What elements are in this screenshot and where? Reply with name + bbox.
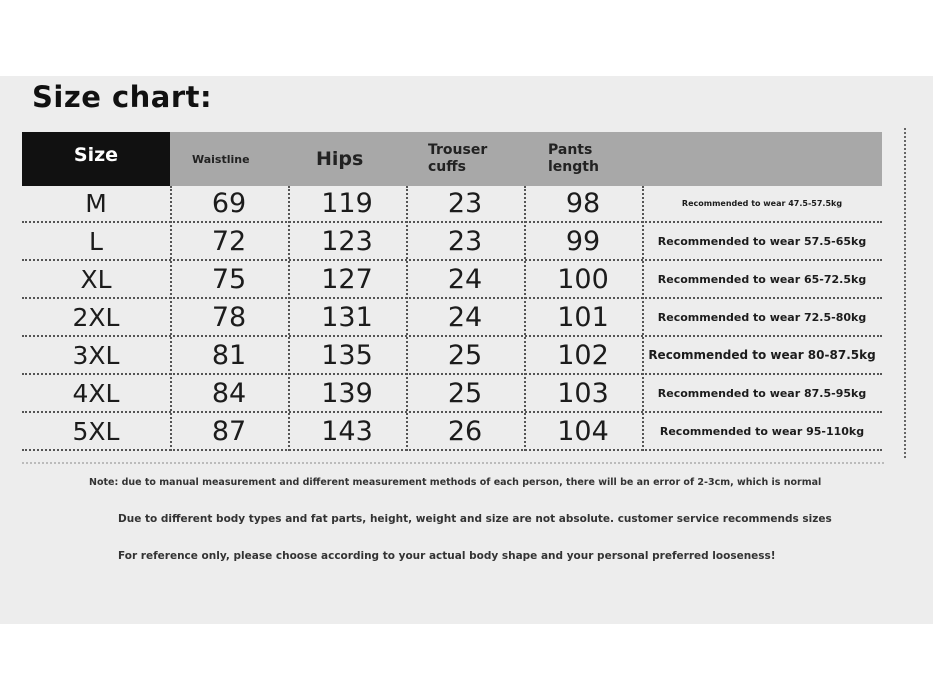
cell-length: 100 bbox=[557, 263, 609, 295]
cell-size: M bbox=[85, 189, 107, 218]
header-pants-length: Pants length bbox=[548, 142, 599, 175]
table-row bbox=[22, 261, 882, 299]
table-row bbox=[22, 375, 882, 413]
cell-recommendation: Recommended to wear 87.5-95kg bbox=[657, 386, 867, 400]
column-divider bbox=[170, 186, 172, 451]
table-row bbox=[22, 186, 882, 223]
cell-cuffs: 26 bbox=[447, 415, 483, 447]
table-bottom-border bbox=[22, 462, 884, 464]
cell-size: L bbox=[89, 226, 103, 256]
cell-recommendation: Recommended to wear 65-72.5kg bbox=[657, 272, 867, 286]
table-right-border bbox=[904, 128, 906, 458]
cell-length: 104 bbox=[557, 415, 609, 447]
cell-length: 101 bbox=[557, 301, 609, 333]
cell-hips: 135 bbox=[321, 339, 373, 371]
cell-size: 3XL bbox=[72, 340, 120, 370]
cell-waistline: 72 bbox=[211, 225, 247, 257]
cell-waistline: 78 bbox=[211, 301, 247, 333]
cell-cuffs: 25 bbox=[447, 377, 483, 409]
cell-waistline: 87 bbox=[211, 415, 247, 447]
cell-recommendation: Recommended to wear 72.5-80kg bbox=[657, 310, 867, 324]
table-row bbox=[22, 223, 882, 261]
header-measurements bbox=[170, 132, 882, 186]
column-divider bbox=[406, 186, 408, 451]
note-reference-only: For reference only, please choose according to your actual body shape and your personal preferred looseness! bbox=[118, 550, 776, 562]
header-trouser-cuffs: Trouser cuffs bbox=[428, 142, 488, 175]
cell-waistline: 81 bbox=[211, 339, 247, 371]
column-divider bbox=[524, 186, 526, 451]
cell-size: 5XL bbox=[72, 416, 120, 446]
cell-hips: 127 bbox=[321, 263, 373, 295]
cell-recommendation: Recommended to wear 95-110kg bbox=[659, 424, 865, 438]
cell-waistline: 84 bbox=[211, 377, 247, 409]
cell-cuffs: 24 bbox=[447, 301, 483, 333]
cell-waistline: 75 bbox=[211, 263, 247, 295]
cell-hips: 119 bbox=[321, 188, 373, 219]
table-row bbox=[22, 299, 882, 337]
cell-cuffs: 25 bbox=[447, 339, 483, 371]
header-hips: Hips bbox=[316, 148, 364, 170]
cell-size: XL bbox=[80, 264, 112, 294]
cell-cuffs: 23 bbox=[447, 188, 483, 219]
table-row bbox=[22, 337, 882, 375]
note-measurement-error: Note: due to manual measurement and different measurement methods of each person, there will be an error of 2-3cm, which is normal bbox=[89, 477, 822, 488]
column-divider bbox=[288, 186, 290, 451]
cell-waistline: 69 bbox=[211, 188, 247, 219]
cell-hips: 143 bbox=[321, 415, 373, 447]
cell-length: 99 bbox=[565, 225, 601, 257]
note-body-types: Due to different body types and fat parts, height, weight and size are not absolute. customer service recommends sizes bbox=[118, 513, 832, 525]
header-size: Size bbox=[22, 132, 170, 186]
cell-length: 102 bbox=[557, 339, 609, 371]
cell-size: 4XL bbox=[72, 378, 120, 408]
header-waistline: Waistline bbox=[192, 153, 250, 166]
table-row bbox=[22, 413, 882, 451]
cell-length: 103 bbox=[557, 377, 609, 409]
cell-cuffs: 24 bbox=[447, 263, 483, 295]
cell-size: 2XL bbox=[72, 302, 120, 332]
cell-hips: 131 bbox=[321, 301, 373, 333]
cell-recommendation: Recommended to wear 80-87.5kg bbox=[648, 347, 876, 362]
cell-hips: 123 bbox=[321, 225, 373, 257]
table-header bbox=[22, 132, 882, 186]
cell-recommendation: Recommended to wear 47.5-57.5kg bbox=[681, 199, 843, 208]
cell-hips: 139 bbox=[321, 377, 373, 409]
cell-cuffs: 23 bbox=[447, 225, 483, 257]
cell-length: 98 bbox=[565, 188, 601, 219]
cell-recommendation: Recommended to wear 57.5-65kg bbox=[657, 234, 867, 248]
column-divider bbox=[642, 186, 644, 451]
size-table bbox=[22, 132, 882, 451]
table-body bbox=[22, 186, 882, 451]
page-title: Size chart: bbox=[32, 80, 213, 114]
